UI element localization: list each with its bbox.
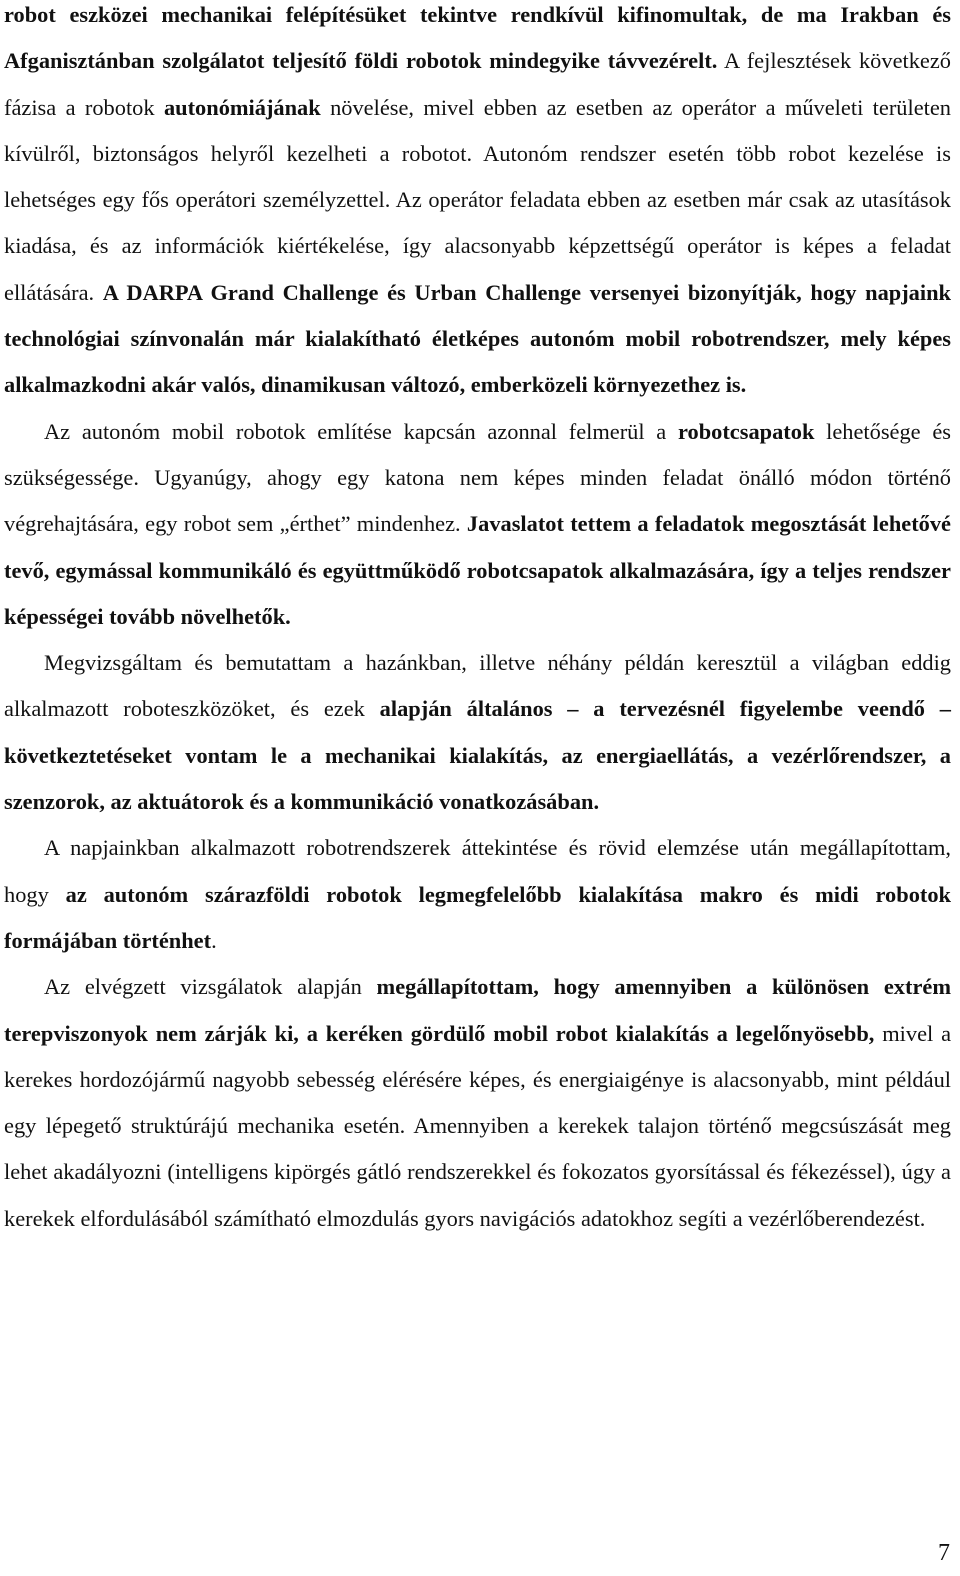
text-run: robot eszközei mechanikai felépítésüket tekintve rendkívül kifinomultak, de ma Irakban és Afganisztánban szolgálatot teljesítő földi robotok mindegyike távvezérelt.: [4, 2, 951, 74]
text-run: alapján általános – a tervezésnél figyelembe veendő – következtetéseket vontam le a mechanikai kialakítás, az energiaellátás, a vezérlőrendszer, a szenzorok, az aktuátorok és a kommunikáció vonatkozásában.: [4, 696, 951, 815]
text-run: mivel a kerekes hordozójármű nagyobb sebesség elérésére képes, és energiaigénye is alacsonyabb, mint például egy lépegető struktúrájú mechanika esetén. Amennyiben a kerekek talajon történő megcsúszását meg lehet akadályozni (intelligens kipörgés gátló rendszerekkel és fokozatos gyorsítással és fékezéssel), úgy a kerekek elfordulásából számítható elmozdulás gyors navigációs adatokhoz segíti a vezérlőberendezést.: [4, 1020, 952, 1231]
paragraph-2: [4, 409, 951, 640]
paragraph-3: [4, 640, 951, 825]
text-run: lehetősége és szükségessége. Ugyanúgy, ahogy egy katona nem képes minden feladat önálló módon történő végrehajtására, egy robot sem „érthet” mindenhez.: [4, 418, 951, 537]
text-run: Az elvégzett vizsgálatok alapján: [44, 974, 377, 1000]
text-run: Javaslatot tettem a feladatok megosztását lehetővé tevő, egymással kommunikáló és együttműködő robotcsapatok alkalmazására, így a teljes rendszer képességei tovább növelhetők.: [4, 511, 951, 629]
text-run: A DARPA Grand Challenge és Urban Challenge versenyei bizonyítják, hogy napjaink technológiai színvonalán már kialakítható életképes autonóm mobil robotrendszer, mely képes alkalmazkodni akár valós, dinamikusan változó, emberközeli környezethez is.: [4, 279, 952, 398]
paragraph-1: [4, 0, 951, 409]
text-run: megállapítottam, hogy amennyiben a különösen extrém terepviszonyok nem zárják ki, a keréken gördülő mobil robot kialakítás a legelőnyösebb,: [4, 974, 951, 1046]
text-run: A napjainkban alkalmazott robotrendszerek áttekintése és rövid elemzése után megállapítottam, hogy: [4, 835, 951, 907]
text-run: autonómiájának: [163, 94, 321, 120]
paragraph-5: [4, 964, 951, 1242]
page-number: 7: [938, 1540, 950, 1566]
text-run: A fejlesztések következő fázisa a robotok: [4, 48, 951, 120]
text-run: Az autonóm mobil robotok említése kapcsán azonnal felmerül a: [44, 418, 678, 444]
text-run: az autonóm szárazföldi robotok legmegfelelőbb kialakítása makro és midi robotok formájában történhet: [4, 881, 952, 953]
text-run: .: [211, 927, 217, 953]
text-run: Megvizsgáltam és bemutattam a hazánkban, illetve néhány példán keresztül a világban eddig alkalmazott roboteszközöket, és ezek: [4, 650, 951, 722]
paragraph-4: [4, 825, 951, 964]
document-page: [4, 0, 951, 1242]
text-run: robotcsapatok: [677, 418, 815, 444]
text-run: növelése, mivel ebben az esetben az operátor a műveleti területen kívülről, biztonságos helyről kezelheti a robotot. Autonóm rendszer esetén több robot kezelése is lehetséges egy fős operátori személyzettel. Az operátor feladata ebben az esetben már csak az utasítások kiadása, és az információk kiértékelése, így alacsonyabb képzettségű operátor is képes a feladat ellátására.: [4, 94, 951, 305]
